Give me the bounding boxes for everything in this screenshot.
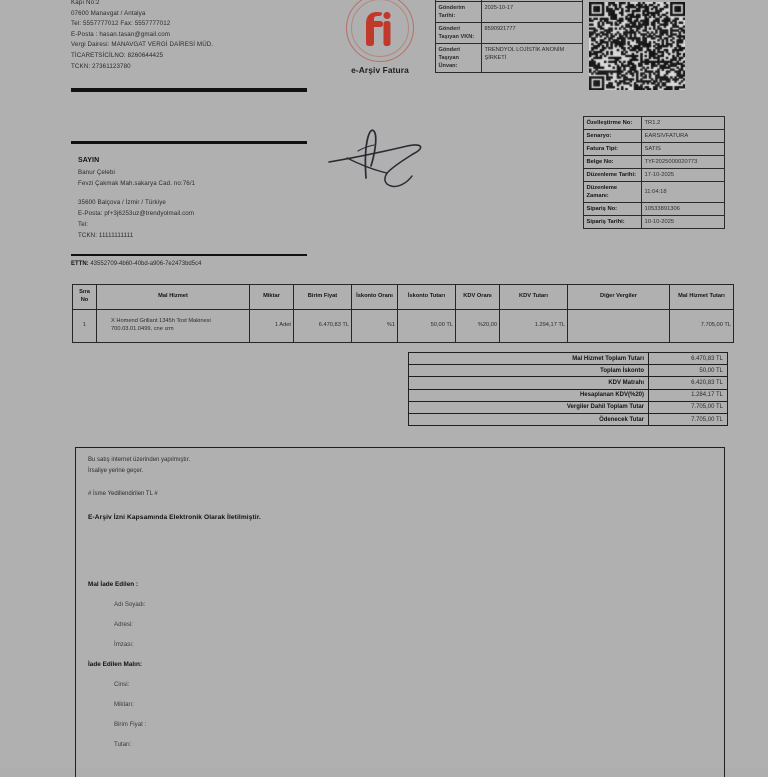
spacer [88,730,648,739]
totals-label: KDV Matrahı [409,377,649,389]
invoice-meta-row [584,203,725,216]
signature-image [325,118,430,193]
note-line-1: Bu satış internet üzerinden yapılmıştır. [88,457,191,463]
invoice-meta-key: Düzenleme Tarihi: [584,169,642,182]
items-cell-diger-vergiler [568,310,670,343]
items-cell-iskonto-orani: %1 [352,310,398,343]
buyer-address-2: 35600 Balçova / İzmir / Türkiye [78,199,166,206]
invoice-meta-row [584,143,725,156]
items-column-header: Birim Fiyat [294,285,352,310]
buyer-tckn: TCKN: 11111111111 [78,232,134,239]
spacer [88,710,648,719]
invoice-meta-key: Belge No: [584,156,642,169]
shipment-header-value: 2025-10-17 [482,2,583,23]
items-cell-birim-fiyat: 6.470,83 TL [294,310,352,343]
items-column-header: Diğer Vergiler [568,285,670,310]
seller-divider [71,88,307,92]
totals-label: Hesaplanan KDV(%20) [409,389,649,401]
seller-line: TCKN: 27361123780 [71,62,131,70]
items-column-header: İskonto Tutarı [398,285,456,310]
buyer-divider-top [71,141,307,144]
invoice-meta-key: Düzenleme Zamanı: [584,182,642,203]
shipment-header-key: Gönderi Taşıyan VKN: [436,23,482,44]
seller-line: Tel: 5557777012 Fax: 5557777012 [71,20,171,28]
qr-code [589,2,685,90]
invoice-meta-table [583,116,725,229]
invoice-meta-key: Senaryo: [584,130,642,143]
totals-label: Vergiler Dahil Toplam Tutar [409,401,649,413]
return-field-unit-price: Birim Fiyat : [114,721,147,728]
invoice-meta-value: EARSIVFATURA [642,130,725,143]
note-line-3: # İsme Yedillendirilen TL # [88,491,158,497]
ettn-divider [71,254,307,256]
return-field-name: Adı Soyadı: [114,601,146,608]
invoice-meta-key: Sipariş Tarihi: [584,216,642,229]
invoice-meta-row [584,130,725,143]
buyer-phone: Tel: [78,221,89,228]
notes-content [88,455,648,750]
invoice-meta-value: TR1.2 [642,117,725,130]
shipment-header-table [435,0,583,73]
items-column-header: Mal Hizmet Tutarı [670,285,734,310]
items-column-header: Miktar [250,285,294,310]
invoice-meta-row [584,156,725,169]
return-field-signature: İmzası: [114,641,134,648]
return-field-address: Adresi: [114,621,133,628]
totals-table [408,352,728,426]
totals-row [409,365,728,377]
logo-caption: e-Arşiv Fatura [351,65,409,75]
invoice-meta-row [584,117,725,130]
items-cell-kdv-tutari: 1.294,17 TL [500,310,568,343]
seller-line: Vergi Dairesi: MANAVGAT VERGİ DAİRESİ MÜD. [71,41,214,49]
totals-value: 7.705,00 TL [649,413,728,425]
seller-line: Kapı No:2 [71,0,100,6]
seller-line: TİCARETSİCİLNO: 8260644425 [71,51,164,59]
totals-label: Mal Hizmet Toplam Tutarı [409,353,649,365]
shipment-header-row [436,44,583,73]
ettn-row [71,261,201,267]
shipment-header-row [436,2,583,23]
return-field-quantity: Miktarı: [114,701,134,708]
spacer [88,559,648,579]
earsiv-delivery-note: E-Arşiv İzni Kapsamında Elektronik Olarak İletilmiştir. [88,514,261,521]
logo-circle [346,0,414,62]
items-column-header: Mal Hizmet [97,285,250,310]
spacer [88,477,648,489]
invoice-meta-value: 17-10-2025 [642,169,725,182]
invoice-meta-value: 10533891306 [642,203,725,216]
invoice-meta-value: SATIS [642,143,725,156]
table-row [73,310,734,343]
return-heading-1: Mal İade Edilen : [88,581,139,588]
shipment-header-value: TRENDYOL LOJİSTİK ANONİM ŞİRKETİ [482,44,583,73]
totals-row [409,353,728,365]
invoice-meta-value: 10-10-2025 [642,216,725,229]
items-cell-iskonto-tutari: 50,00 TL [398,310,456,343]
return-field-amount: Tutarı: [114,741,132,748]
ettn-value: 43552709-4b60-40bd-a906-7e2473bd5c4 [90,261,202,267]
items-column-header: İskonto Oranı [352,285,398,310]
items-column-header: Sıra No [73,285,97,310]
items-column-header: KDV Oranı [456,285,500,310]
shipment-header-key: Gönderi Taşıyan Ünvan: [436,44,482,73]
line-items-table [72,284,734,343]
items-cell-miktar: 1 Adet [250,310,294,343]
seller-line: E-Posta : hasan.tasan@gmail.com [71,30,171,38]
totals-value: 6.470,83 TL [649,353,728,365]
totals-value: 6.420,83 TL [649,377,728,389]
spacer [88,500,648,512]
fi-monogram-icon [357,5,403,51]
invoice-meta-value: TYF2025000020773 [642,156,725,169]
ettn-label: ETTN: [71,261,89,267]
spacer [88,630,648,639]
invoice-meta-value: 11:04:18 [642,182,725,203]
invoice-meta-key: Özelleştirme No: [584,117,642,130]
invoice-meta-row [584,182,725,203]
seller-info-block [71,0,307,72]
shipment-header-value: 8590921777 [482,23,583,44]
spacer [88,650,648,659]
spacer [88,670,648,679]
totals-value: 7.705,00 TL [649,401,728,413]
items-cell-mal-hizmet-tutari: 7.705,00 TL [670,310,734,343]
invoice-meta-key: Fatura Tipi: [584,143,642,156]
totals-value: 50,00 TL [649,365,728,377]
totals-row [409,401,728,413]
earsiv-logo [334,0,426,75]
return-heading-2: İade Edilen Malın: [88,661,142,668]
spacer [88,590,648,599]
buyer-address-1: Fevzi Çakmak Mah.sakarya Cad. no:76/1 [78,180,196,187]
totals-value: 1.284,17 TL [649,389,728,401]
invoice-meta-row [584,169,725,182]
items-column-header: KDV Tutarı [500,285,568,310]
shipment-header-key: Gönderim Tarihi: [436,2,482,23]
spacer [88,610,648,619]
totals-row [409,377,728,389]
buyer-email: E-Posta: pf+3j6253uz@trendyolmail.com [78,210,195,217]
return-field-kind: Cinsi: [114,681,130,688]
buyer-name: Banur Çelebi [78,169,115,176]
totals-row [409,413,728,425]
buyer-info-block [78,155,318,241]
note-line-2: İrsaliye yerine geçer. [88,468,144,474]
spacer [88,690,648,699]
items-cell-kdv-orani: %20,00 [456,310,500,343]
invoice-meta-row [584,216,725,229]
seller-line: 07600 Manavgat / Antalya [71,9,146,17]
totals-label: Ödenecek Tutar [409,413,649,425]
totals-row [409,389,728,401]
items-cell-mal-hizmet: X Homend Grillant 1345h Tost Makinesi 700.03.01.0499, cne ızm [97,310,250,343]
spacer [88,523,648,559]
shipment-header-row [436,23,583,44]
items-cell-sira: 1 [73,310,97,343]
invoice-meta-key: Sipariş No: [584,203,642,216]
buyer-label: SAYIN [78,157,100,164]
spacer [78,189,318,197]
totals-label: Toplam İskonto [409,365,649,377]
